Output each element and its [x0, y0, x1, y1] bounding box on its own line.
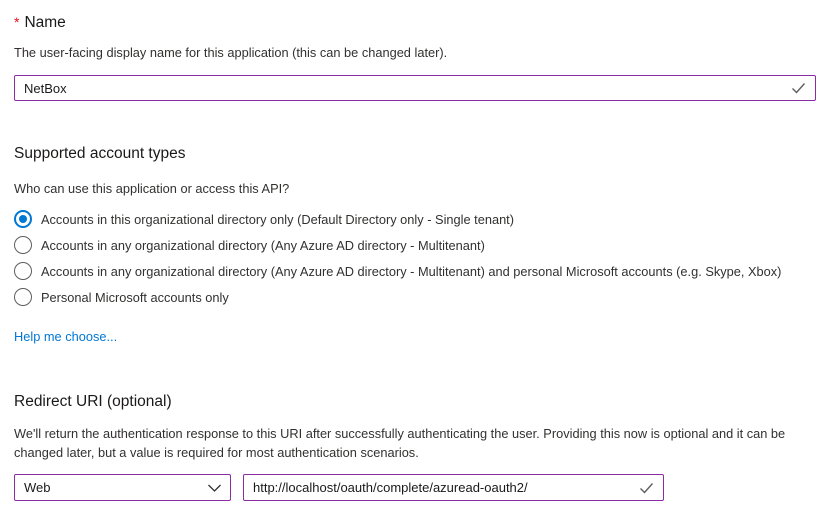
name-input-box: [14, 75, 816, 101]
radio-dot: [19, 241, 27, 249]
platform-select-value: Web: [24, 480, 51, 495]
redirect-uri-description: We'll return the authentication response to this URI after successfully authenticating the user. Providing this now is optional and it can be changed later, but a value is required for most authentication scenarios.: [14, 426, 786, 460]
redirect-uri-input-box: [243, 474, 664, 501]
checkmark-icon: [639, 482, 654, 494]
name-section-title: [14, 12, 816, 33]
name-title-text: Name: [24, 14, 66, 31]
radio-button[interactable]: [14, 288, 32, 306]
redirect-uri-controls: [14, 474, 816, 501]
checkmark-icon: [791, 82, 806, 94]
account-types-question: Who can use this application or access this API?: [14, 181, 290, 196]
account-types-title: Supported account types: [14, 145, 186, 162]
radio-dot: [19, 267, 27, 275]
radio-option-label: Accounts in any organizational directory (Any Azure AD directory - Multitenant): [41, 237, 485, 253]
radio-option-label: Accounts in this organizational directory only (Default Directory only - Single tenant): [41, 211, 514, 227]
redirect-uri-input[interactable]: [244, 475, 663, 500]
chevron-down-icon: [207, 483, 222, 492]
platform-select[interactable]: [14, 474, 231, 501]
radio-dot: [19, 293, 27, 301]
help-me-choose-link[interactable]: Help me choose...: [14, 329, 118, 344]
name-description: The user-facing display name for this application (this can be changed later).: [14, 45, 448, 60]
account-types-radio-group: [14, 206, 816, 310]
radio-button[interactable]: [14, 236, 32, 254]
radio-option-label: Personal Microsoft accounts only: [41, 289, 229, 305]
redirect-uri-title: Redirect URI (optional): [14, 393, 172, 410]
radio-option-single-tenant[interactable]: [14, 206, 816, 232]
radio-option-personal-only[interactable]: [14, 284, 816, 310]
radio-button[interactable]: [14, 210, 32, 228]
radio-dot: [19, 215, 27, 223]
name-input[interactable]: [15, 76, 815, 100]
radio-button[interactable]: [14, 262, 32, 280]
radio-option-multitenant-personal[interactable]: [14, 258, 816, 284]
required-asterisk: *: [14, 14, 20, 30]
radio-option-label: Accounts in any organizational directory (Any Azure AD directory - Multitenant) and personal Microsoft accounts (e.g. Skype, Xbox): [41, 263, 782, 279]
radio-option-multitenant[interactable]: [14, 232, 816, 258]
